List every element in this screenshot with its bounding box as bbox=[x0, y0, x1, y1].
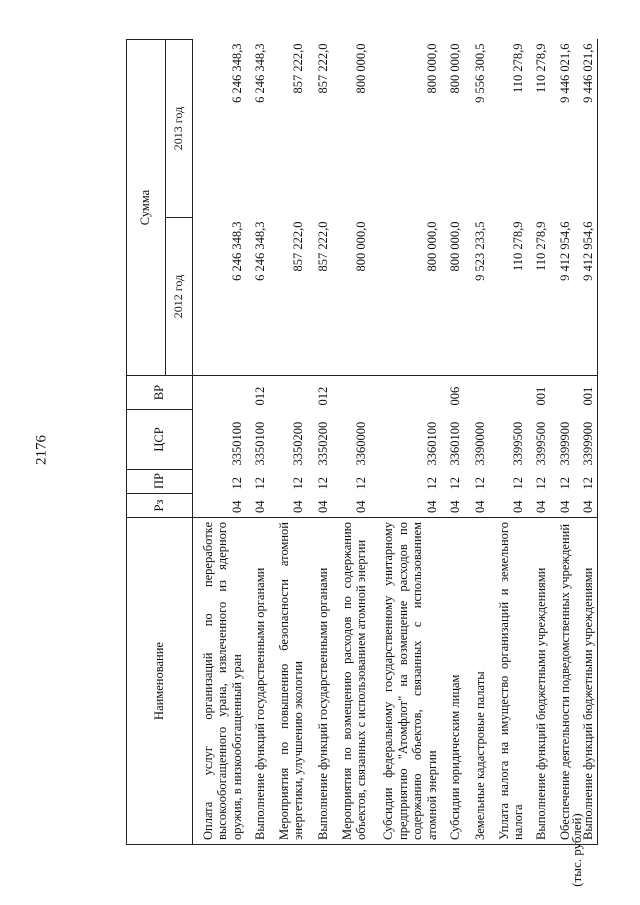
row-csr: 3390000 bbox=[473, 421, 488, 466]
row-pr: 12 bbox=[473, 477, 488, 490]
table-row bbox=[440, 40, 463, 845]
row-rz: 04 bbox=[557, 500, 572, 513]
col-name-header: Наименование bbox=[127, 518, 193, 845]
row-rz: 04 bbox=[316, 500, 331, 513]
page-number: 2176 bbox=[33, 435, 50, 465]
row-sum-2012: 110 278,9 bbox=[526, 218, 549, 376]
row-name: Субсидии федеральному государственному унитарному предприятию "Атомфлот" на возмещение расходов по содержанию объектов, связанных с использованием атомной энергии bbox=[369, 518, 440, 845]
budget-table-rotated bbox=[126, 40, 594, 845]
col-2012-header: 2012 год bbox=[166, 218, 193, 376]
row-name: Выполнение функций бюджетными учреждениями bbox=[573, 518, 597, 845]
table-row bbox=[269, 40, 307, 845]
row-sum-2012: 6 246 348,3 bbox=[193, 218, 246, 376]
col-2013-header: 2013 год bbox=[166, 40, 193, 218]
row-vr bbox=[463, 376, 488, 410]
table-body bbox=[193, 40, 598, 845]
row-name: Мероприятия по повышению безопасности атомной энергетики, улучшению экологии bbox=[269, 518, 307, 845]
row-sum-2013: 857 222,0 bbox=[316, 43, 331, 94]
row-sum-2013: 800 000,0 bbox=[447, 43, 462, 94]
col-rz-header: Рз bbox=[127, 494, 193, 518]
row-csr: 3399500 bbox=[534, 421, 549, 466]
row-rz: 04 bbox=[229, 500, 244, 513]
table-row bbox=[489, 40, 527, 845]
row-csr: 3350100 bbox=[229, 421, 244, 466]
row-rz: 04 bbox=[253, 500, 268, 513]
row-pr: 12 bbox=[534, 477, 549, 490]
row-vr bbox=[550, 376, 573, 410]
row-csr: 3350200 bbox=[290, 421, 305, 466]
row-csr: 3399500 bbox=[511, 421, 525, 466]
row-csr: 3360100 bbox=[447, 421, 462, 466]
row-rz: 04 bbox=[573, 494, 597, 518]
row-rz: 04 bbox=[473, 500, 488, 513]
row-rz: 04 bbox=[534, 500, 549, 513]
row-vr bbox=[332, 376, 370, 410]
row-pr: 12 bbox=[253, 477, 268, 490]
row-sum-2012: 800 000,0 bbox=[332, 218, 370, 376]
row-csr: 3350100 bbox=[253, 421, 268, 466]
row-sum-2013: 110 278,9 bbox=[511, 43, 525, 94]
row-name: Выполнение функций государственными органами bbox=[306, 518, 331, 845]
row-sum-2012: 9 412 954,6 bbox=[573, 218, 597, 376]
row-name: Оплата услуг организаций по переработке высокообогащенного урана, извлеченного из ядерного оружия, в низкообогащенный уран bbox=[193, 518, 246, 845]
row-pr: 12 bbox=[511, 477, 525, 490]
row-vr: 006 bbox=[447, 386, 462, 406]
row-sum-2013: 9 446 021,6 bbox=[557, 43, 572, 103]
row-pr: 12 bbox=[557, 477, 572, 490]
col-csr-header: ЦСР bbox=[127, 410, 193, 470]
row-vr: 001 bbox=[534, 386, 549, 406]
row-pr: 12 bbox=[447, 477, 462, 490]
row-sum-2013: 6 246 348,3 bbox=[229, 43, 244, 103]
table-row bbox=[245, 40, 268, 845]
row-rz: 04 bbox=[511, 500, 525, 513]
row-sum-2013: 800 000,0 bbox=[354, 43, 368, 94]
row-vr: 001 bbox=[573, 376, 597, 410]
table-row bbox=[463, 40, 488, 845]
table-row bbox=[526, 40, 549, 845]
row-rz: 04 bbox=[290, 500, 305, 513]
row-vr bbox=[489, 376, 527, 410]
row-vr bbox=[369, 376, 440, 410]
row-name: Выполнение функций государственными органами bbox=[245, 518, 268, 845]
col-vr-header: ВР bbox=[127, 376, 193, 410]
row-sum-2013: 800 000,0 bbox=[424, 43, 439, 94]
row-sum-2012: 110 278,9 bbox=[489, 218, 527, 376]
row-pr: 12 bbox=[316, 477, 331, 490]
row-sum-2012: 800 000,0 bbox=[440, 218, 463, 376]
row-sum-2013: 857 222,0 bbox=[290, 43, 305, 94]
row-name: Субсидии юридическим лицам bbox=[440, 518, 463, 845]
budget-table bbox=[126, 39, 598, 845]
table-row bbox=[306, 40, 331, 845]
row-sum-2013: 9 556 300,5 bbox=[473, 43, 488, 103]
row-pr: 12 bbox=[573, 470, 597, 494]
col-sum-header: Сумма bbox=[127, 40, 166, 376]
row-pr: 12 bbox=[424, 477, 439, 490]
row-name: Земельные кадастровые палаты bbox=[463, 518, 488, 845]
row-rz: 04 bbox=[354, 500, 368, 513]
table-row bbox=[332, 40, 370, 845]
table-row bbox=[369, 40, 440, 845]
table-row bbox=[573, 40, 597, 845]
row-sum-2012: 9 412 954,6 bbox=[550, 218, 573, 376]
row-csr: 3399900 bbox=[573, 410, 597, 470]
row-pr: 12 bbox=[354, 477, 368, 490]
row-vr bbox=[193, 376, 246, 410]
row-sum-2012: 857 222,0 bbox=[306, 218, 331, 376]
row-rz: 04 bbox=[447, 500, 462, 513]
table-row bbox=[193, 40, 246, 845]
units-note: (тыс. рублей) bbox=[569, 813, 584, 887]
row-rz: 04 bbox=[424, 500, 439, 513]
row-name: Обеспечение деятельности подведомственных учреждений bbox=[550, 518, 573, 845]
row-pr: 12 bbox=[290, 477, 305, 490]
row-vr: 012 bbox=[253, 386, 268, 406]
row-name: Уплата налога на имущество организаций и земельного налога bbox=[489, 518, 527, 845]
table-row bbox=[550, 40, 573, 845]
row-sum-2013: 6 246 348,3 bbox=[253, 43, 268, 103]
row-sum-2012: 800 000,0 bbox=[369, 218, 440, 376]
row-sum-2012: 6 246 348,3 bbox=[245, 218, 268, 376]
row-csr: 3350200 bbox=[316, 421, 331, 466]
row-vr: 012 bbox=[316, 386, 331, 406]
table-header bbox=[127, 40, 193, 845]
col-pr-header: ПР bbox=[127, 470, 193, 494]
row-sum-2013: 110 278,9 bbox=[534, 43, 549, 94]
row-pr: 12 bbox=[229, 477, 244, 490]
row-name: Выполнение функций бюджетными учреждениями bbox=[526, 518, 549, 845]
row-csr: 3399900 bbox=[557, 421, 572, 466]
row-name: Мероприятия по возмещению расходов по содержанию объектов, связанных с использованием атомной энергии bbox=[332, 518, 370, 845]
row-sum-2012: 9 523 233,5 bbox=[463, 218, 488, 376]
row-sum-2013: 9 446 021,6 bbox=[573, 40, 597, 218]
row-vr bbox=[269, 376, 307, 410]
row-csr: 3360100 bbox=[424, 421, 439, 466]
row-sum-2012: 857 222,0 bbox=[269, 218, 307, 376]
row-csr: 3360000 bbox=[354, 421, 368, 466]
